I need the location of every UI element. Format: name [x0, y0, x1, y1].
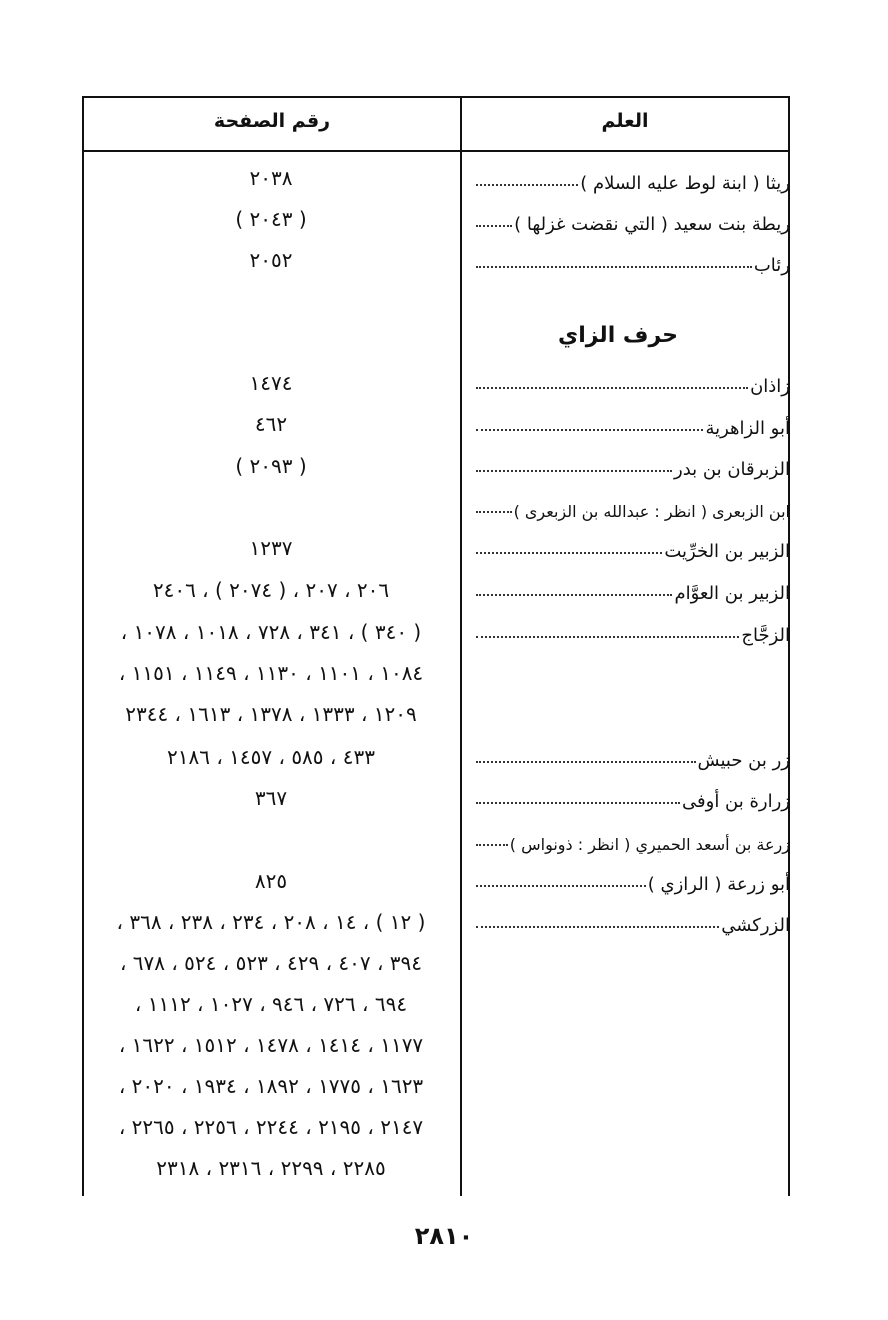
- entry-name: الزجَّاج: [741, 625, 790, 646]
- section-title: حرف الزاي: [558, 323, 678, 348]
- entry-name: زرارة بن أوفى: [682, 791, 790, 812]
- page-line: ١٠٨٤ ، ١١٠١ ، ١١٣٠ ، ١١٤٩ ، ١١٥١ ،: [118, 661, 424, 685]
- page-line: ١٢٠٩ ، ١٣٣٣ ، ١٣٧٨ ، ١٦١٣ ، ٢٣٤٤: [125, 702, 417, 726]
- leader-dots: [476, 386, 748, 389]
- entry-pages: [84, 612, 458, 735]
- entry-pages: [84, 737, 458, 778]
- page-line: ١٦٢٣ ، ١٧٧٥ ، ١٨٩٢ ، ١٩٣٤ ، ٢٠٢٠ ،: [118, 1074, 424, 1098]
- index-entry: [470, 902, 790, 936]
- entry-pages: [84, 240, 458, 281]
- entry-pages: [84, 570, 458, 611]
- page-line: ١١٧٧ ، ١٤١٤ ، ١٤٧٨ ، ١٥١٢ ، ١٦٢٢ ،: [118, 1033, 424, 1057]
- leader-dots: [476, 801, 680, 804]
- entry-name: رئاب: [753, 255, 790, 276]
- page-line: ( ٢٠٩٣ ): [235, 454, 307, 478]
- entry-pages: [84, 158, 458, 199]
- leader-dots: [476, 265, 752, 268]
- page-line: ٢٠٥٢: [249, 248, 293, 272]
- entry-name: زر بن حبيش: [697, 750, 790, 771]
- page-line: ١٤٧٤: [249, 371, 293, 395]
- leader-dots: [476, 224, 512, 227]
- entry-name: الزركشي: [721, 915, 790, 936]
- index-entry: [470, 570, 790, 604]
- page-line: ٣٩٤ ، ٤٠٧ ، ٤٢٩ ، ٥٢٣ ، ٥٢٤ ، ٦٧٨ ،: [119, 951, 423, 975]
- page-line: ٢١٤٧ ، ٢١٩٥ ، ٢٢٤٤ ، ٢٢٥٦ ، ٢٢٦٥ ،: [118, 1115, 424, 1139]
- entry-name: الزبير بن العوَّام: [674, 583, 790, 604]
- leader-dots: [476, 593, 672, 596]
- page-line: ( ٢٠٤٣ ): [235, 207, 307, 231]
- leader-dots: [476, 510, 512, 513]
- index-entry: [470, 487, 790, 521]
- leader-dots: [476, 428, 703, 431]
- index-entry: [470, 528, 790, 562]
- entry-name: الزبرقان بن بدر: [674, 459, 790, 480]
- entry-pages: [84, 861, 458, 902]
- page-number: ٢٨١٠: [414, 1222, 474, 1250]
- index-entry: [470, 737, 790, 771]
- entry-name: الزبير بن الخرِّيت: [664, 541, 790, 562]
- page-line: ٢٢٨٥ ، ٢٢٩٩ ، ٢٣١٦ ، ٢٣١٨: [156, 1156, 386, 1180]
- leader-dots: [476, 760, 696, 763]
- entry-name: ريثا ( ابنة لوط عليه السلام ): [580, 173, 790, 194]
- index-entry: [470, 861, 790, 895]
- entry-pages: [84, 363, 458, 404]
- page-line: ٦٩٤ ، ٧٢٦ ، ٩٤٦ ، ١٠٢٧ ، ١١١٢ ،: [134, 992, 408, 1016]
- leader-dots: [476, 635, 739, 638]
- page-line: ٣٦٧: [254, 786, 288, 810]
- page-line: ١٢٣٧: [249, 536, 293, 560]
- column-divider: [460, 96, 462, 1196]
- entry-name: ابن الزبعرى ( انظر : عبدالله بن الزبعرى ): [513, 502, 790, 521]
- header-divider: [82, 150, 790, 152]
- leader-dots: [476, 183, 578, 186]
- leader-dots: [476, 843, 508, 846]
- page-line: ٢٠٦ ، ٢٠٧ ، ( ٢٠٧٤ ) ، ٢٤٠٦: [152, 578, 390, 602]
- page-line: ٢٠٣٨: [249, 166, 293, 190]
- entry-name: ريطة بنت سعيد ( التي نقضت غزلها ): [514, 214, 790, 235]
- index-entry: [470, 820, 790, 854]
- leader-dots: [476, 469, 672, 472]
- leader-dots: [476, 884, 646, 887]
- name-column-header: العلم: [601, 110, 649, 132]
- page-line: ( ٣٤٠ ) ، ٣٤١ ، ٧٢٨ ، ١٠١٨ ، ١٠٧٨ ،: [120, 620, 422, 644]
- page-line: ٨٢٥: [254, 869, 288, 893]
- table-top-border: [82, 96, 790, 98]
- entry-pages: [84, 902, 458, 1189]
- entry-name: زاذان: [750, 376, 790, 397]
- page-column-header: رقم الصفحة: [213, 110, 331, 132]
- entry-name: زرعة بن أسعد الحميري ( انظر : ذونواس ): [509, 835, 790, 854]
- entry-pages: [84, 199, 458, 240]
- page-line: ( ١٢ ) ، ١٤ ، ٢٠٨ ، ٢٣٤ ، ٢٣٨ ، ٣٦٨ ،: [116, 910, 426, 934]
- entry-pages: [84, 446, 458, 487]
- index-entry: [470, 446, 790, 480]
- leader-dots: [476, 925, 719, 928]
- leader-dots: [476, 551, 662, 554]
- page-line: ٤٣٣ ، ٥٨٥ ، ١٤٥٧ ، ٢١٨٦: [167, 745, 375, 769]
- index-entry: [470, 242, 790, 276]
- index-entry: [470, 363, 790, 397]
- index-entry: [470, 160, 790, 194]
- index-entry: [470, 612, 790, 646]
- page-line: ٤٦٢: [254, 412, 288, 436]
- index-entry: [470, 201, 790, 235]
- entry-name: أبو زرعة ( الرازي ): [647, 874, 790, 895]
- entry-pages: [84, 778, 458, 819]
- index-entry: [470, 778, 790, 812]
- index-entry: [470, 405, 790, 439]
- entry-pages: [84, 528, 458, 569]
- entry-pages: [84, 404, 458, 445]
- entry-name: أبو الزاهرية: [705, 418, 790, 439]
